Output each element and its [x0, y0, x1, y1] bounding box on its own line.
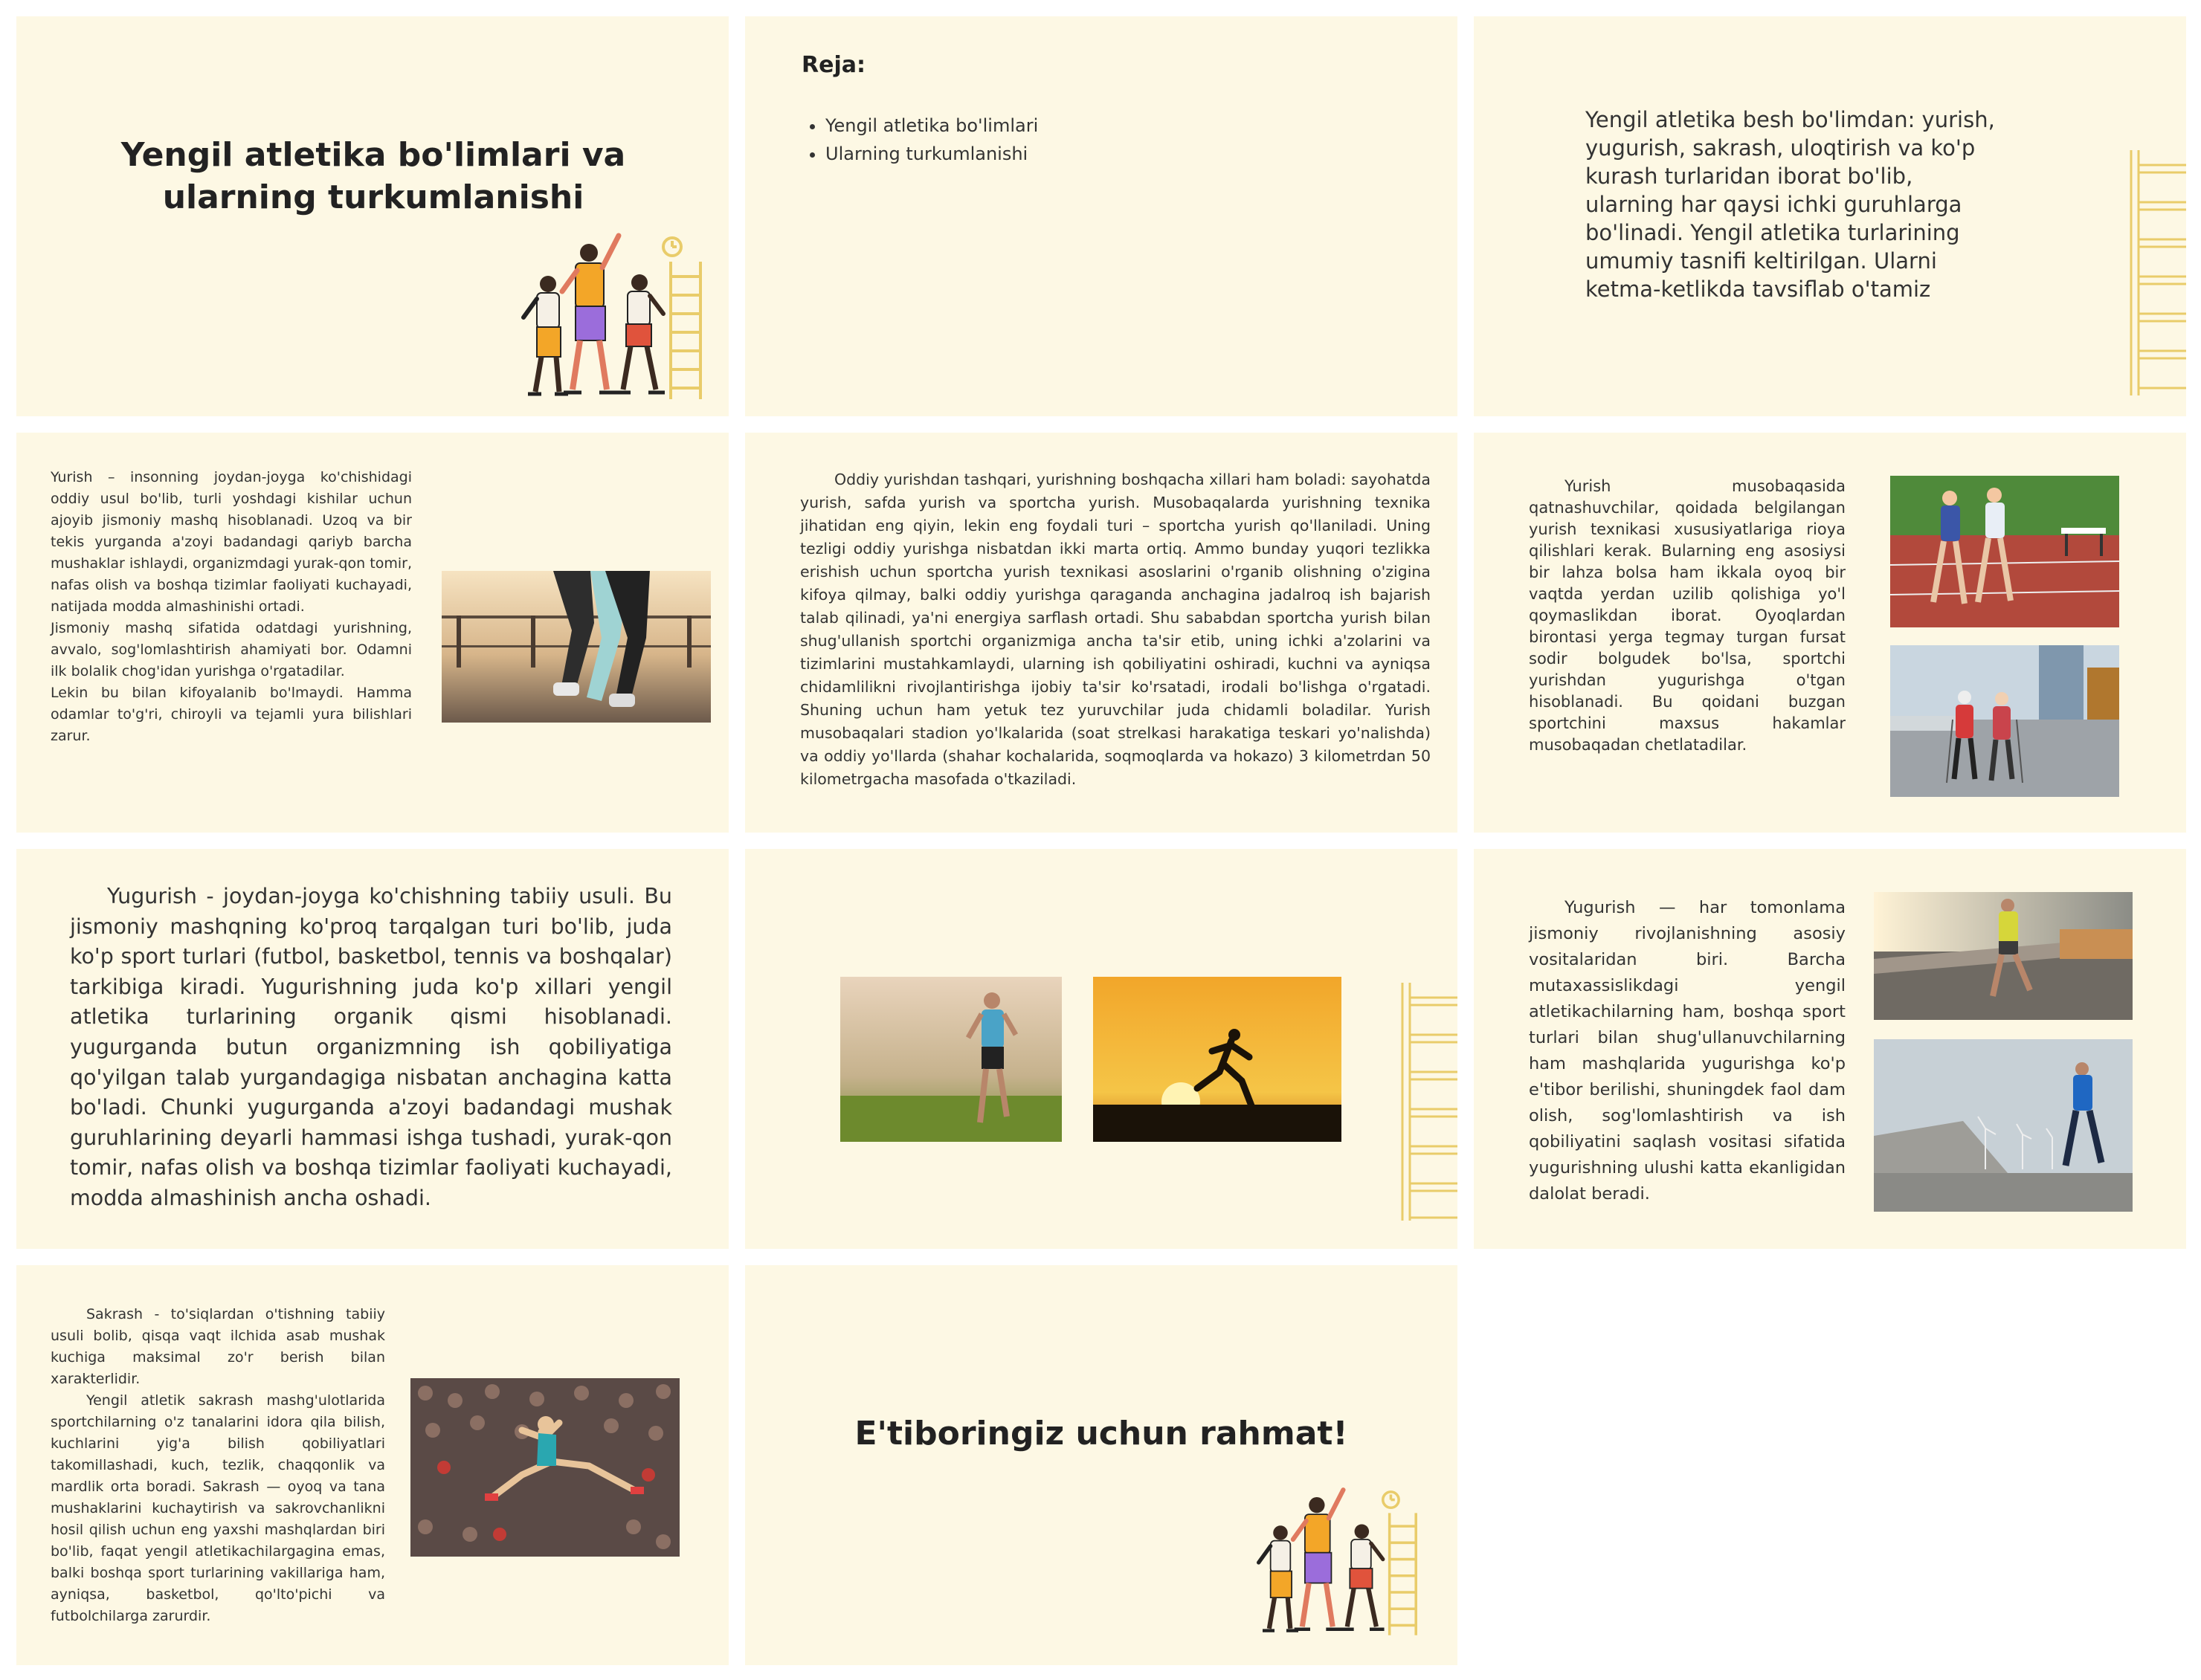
slide-running-benefits: [1474, 849, 2186, 1249]
runner-sunset-silhouette-photo: [1093, 977, 1341, 1142]
presentation-title: Yengil atletika bo'limlari va ularning turkumlanishi: [120, 136, 626, 217]
runner-bridge-photo: [1874, 892, 2133, 1020]
running-benefits-text: Yugurish — har tomonlama jismoniy rivojlanishning asosiy vositalaridan biri. Barcha mutaxassislikdagi yengil atletikachilarning ham, boshqa sport turlari bilan shug'ullanuvchilarning ham mashqlarida yugurishga ko'p e'tibor berilishi, shuningdek faol dam olish, sog'lomlashtirish va ish qobiliyatini saqlash vositasi sifatida yugurishning ulushi katta ekanligidan dalolat beradi.: [1529, 898, 1846, 1204]
slide-plan: [745, 16, 1457, 416]
slide-race-walking: [1474, 433, 2186, 833]
plan-item: • Yengil atletika bo'limlari: [825, 112, 1038, 140]
slide-running-photos: [745, 849, 1457, 1249]
slide-title: [16, 16, 729, 416]
slide-walking: [16, 433, 729, 833]
jumping-text: [51, 1304, 385, 1627]
slide-sections-overview: [1474, 16, 2186, 416]
plan-list: [805, 112, 1038, 168]
ladder-outline-icon: [1399, 983, 1457, 1221]
paragraph: Jismoniy mashq sifatida odatdagi yurishning, avvalo, sog'lomlashtirish ahamiyati bor. Odamni ilk bolalik chog'idan yurishga o'rgatadilar.: [51, 620, 412, 679]
overview-text: Yengil atletika besh bo'limdan: yurish, yugurish, sakrash, uloqtirish va ko'p kurash turlaridan iborat bo'lib, ularning har qaysi ichki guruhlarga bo'linadi. Yengil atletika turlarining umumiy tasnifi keltirilgan. Ularni ketma-ketlikda tavsiflab o'tamiz: [1585, 107, 1995, 302]
paragraph: Sakrash - to'siqlardan o'tishning tabiiy usuli bolib, qisqa vaqt ilchida asab mushak kuchiga maksimal zo'r berish bilan xarakterlidir.: [51, 1306, 385, 1387]
paragraph: Yurish – insonning joydan-joyga ko'chishidagi oddiy usul bo'lib, turli yoshdagi kishilar uchun ajoyib jismoniy mashq hisoblanadi. Uzoq va bir tekis yurganda a'zoyi badandagi qariyb barcha mushaklar ishlaydi, organizmdagi yurak-qon tomir, nafas olish va boshqa tizimlar faoliyati kuchayadi, natijada modda almashinishi ortadi.: [51, 469, 412, 615]
runner-windmills-photo: [1874, 1039, 2133, 1212]
thanks-title: E'tiboringiz uchun rahmat!: [854, 1415, 1348, 1453]
walking-types-text: Oddiy yurishdan tashqari, yurishning boshqacha xillari ham boladi: sayohatda yurish, safda yurish va sportcha yurish. Musobaqalarda yurishning texnika jihatidan eng qiyin, lekin eng foydali turi – sportcha yurish qo'llaniladi. Uning tezligi oddiy yurishga nisbatdan ikki marta ortiq. Ammo bunday yuqori tezlikka erishish uchun sportcha yurish texnikasi asoslarini o'rganib olishning o'zigina kifoya qilmay, balki oddiy yurishga qaraganda anchagina jadalroq ish bajarish talab qilinadi, ya'ni energiya sarflash ortadi. Shu sababdan sportcha yurish bilan shug'ullanish sportchi organizmiga ancha ta'sir etib, uning ichki a'zolarini va tizimlarini mustahkamlaydi, ularning ish qobiliyatini oshiradi, kuchni va ayniqsa chidamlilikni rivojlantirishga ijobiy ta'sir ko'rsatadi, irodali bo'lishga o'rgatadi. Shuning uchun ham yetuk tez yuruvchilar juda chidamli boladilar. Yurish musobaqalari stadion yo'lkalarida (soat strelkasi harakatiga teskari yo'nalishda) va oddiy yo'llarda (shahar kochalarida, soqmoqlarda va hokazo) 3 kilometrdan 50 kilometrgacha masofada o'tkaziladi.: [800, 471, 1431, 788]
running-text: Yugurish - joydan-joyga ko'chishning tabiiy usuli. Bu jismoniy mashqning ko'proq tarqalgan turi bo'lib, juda ko'p sport turlari (futbol, basketbol, tennis va boshqalar) tarkibiga kiradi. Yugurishning juda ko'p xillari yengil atletika turlarining organik qismi hisoblanadi. yugurganda butun organizmning ish qobiliyatiga qo'yilgan talab yurgandagiga nisbatan anchagina katta bo'ladi. Chunki yugurganda a'zoyi badandagi mushak guruhlarining deyarli hammasi ishga tushadi, yurak-qon tomir, nafas olish va boshqa tizimlar faoliyati kuchayadi, modda almashinish ancha oshadi.: [70, 884, 672, 1210]
paragraph: Lekin bu bilan kifoyalanib bo'lmaydi. Hamma odamlar to'g'ri, chiroyli va tejamli yura bilishlari zarur.: [51, 685, 412, 744]
long-jumper-photo: [410, 1378, 680, 1557]
walking-photo: [442, 571, 711, 723]
athletes-group-illustration: [515, 232, 715, 403]
plan-heading: Reja:: [802, 52, 866, 78]
slide-running: [16, 849, 729, 1249]
paragraph: Yengil atletik sakrash mashg'ulotlarida sportchilarning o'z tanalarini idora qila bilish, kuchlarini yig'a bilish qobiliyatlari takomillashadi, kuch, tezlik, chaqqonlik va mardlik orta boradi. Sakrash — oyoq va tana mushaklarini kuchaytirish va sakrovchanlikni hosil qilish uchun eng yaxshi mashqlardan biri bo'lib, faqat yengil atletikachilargagina emas, balki boshqa sport turlarining vakillariga ham, ayniqsa, basketbol, qo'lto'pichi va futbolchilarga zarurdir.: [51, 1392, 385, 1624]
ladder-outline-icon: [2128, 150, 2186, 395]
slide-jumping: [16, 1265, 729, 1665]
slide-walking-types: [745, 433, 1457, 833]
race-walkers-street-photo: [1890, 645, 2119, 797]
race-walking-text: Yurish musobaqasida qatnashuvchilar, qoidada belgilangan yurish texnikasi xususiyatlariga rioya qilishlari kerak. Bularning eng asosiysi bir lahza bolsa ham ikkala oyoq bir vaqtda yerdan uzilib qolishiga yo'l qoymaslikdan iborat. Oyoqlardan birontasi yerga tegmay turgan fursat sodir bolgudek bo'lsa, sportchi yurishdan yugurishga o'tgan hisoblanadi. Bu qoidani buzgan sportchini maxsus hakamlar musobaqadan chetlatadilar.: [1529, 477, 1846, 754]
race-walkers-track-photo: [1890, 476, 2119, 627]
runner-meadow-photo: [840, 977, 1062, 1142]
slide-thanks: [745, 1265, 1457, 1665]
plan-item: • Ularning turkumlanishi: [825, 140, 1038, 168]
athletes-group-illustration: [1251, 1485, 1429, 1640]
walking-text: [51, 467, 412, 747]
